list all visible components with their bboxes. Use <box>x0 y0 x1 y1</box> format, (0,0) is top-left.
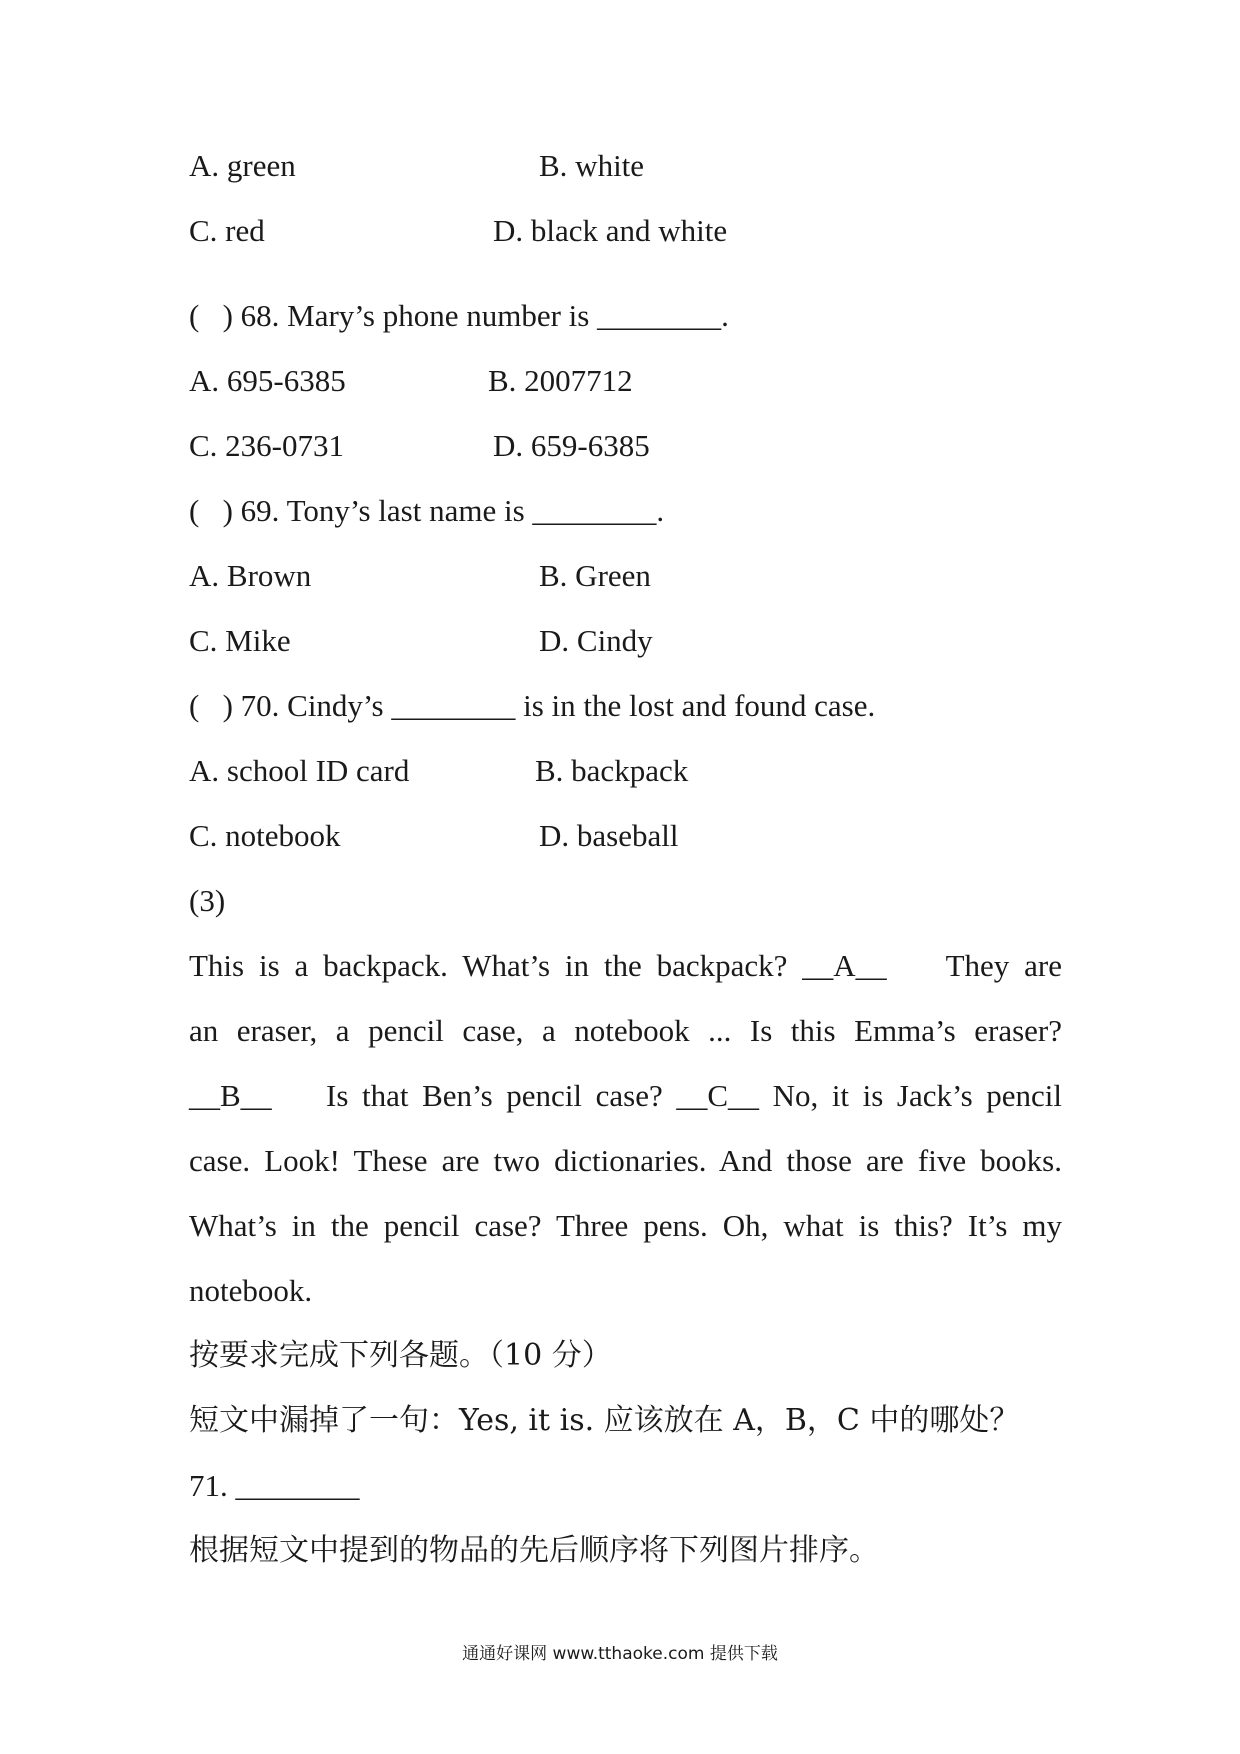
q68-option-d: D. 659-6385 <box>493 428 650 463</box>
q70-option-d: D. baseball <box>539 818 679 853</box>
passage-line-2: an eraser, a pencil case, a notebook ... Is this Emma’s eraser? <box>189 1013 1062 1048</box>
q67-option-a: A. green <box>189 148 296 183</box>
q68-option-b: B. 2007712 <box>488 363 633 398</box>
order-instruction: 根据短文中提到的物品的先后顺序将下列图片排序。 <box>189 1533 879 1568</box>
q70-stem: ( ) 70. Cindy’s ________ is in the lost and found case. <box>189 688 876 723</box>
q70-option-c: C. notebook <box>189 818 341 853</box>
q70-option-b: B. backpack <box>535 753 689 788</box>
question-71: 71. ________ <box>189 1468 360 1503</box>
q69-option-c: C. Mike <box>189 623 291 658</box>
task-instruction: 按要求完成下列各题。（10 分） <box>189 1338 612 1373</box>
q67-option-c: C. red <box>189 213 265 248</box>
passage-line-3: __B__ Is that Ben’s pencil case? __C__ No, it is Jack’s pencil <box>189 1078 1062 1113</box>
section-3-label: (3) <box>189 883 226 918</box>
passage-line-4: case. Look! These are two dictionaries. And those are five books. <box>189 1143 1062 1178</box>
q69-option-d: D. Cindy <box>539 623 653 658</box>
passage-line-1: This is a backpack. What’s in the backpack? __A__ They are <box>189 948 1062 983</box>
q69-option-a: A. Brown <box>189 558 312 593</box>
passage-line-6: notebook. <box>189 1273 313 1308</box>
missing-sentence-question: 短文中漏掉了一句：Yes, it is. 应该放在 A，B，C 中的哪处？ <box>189 1403 1020 1438</box>
q69-stem: ( ) 69. Tony’s last name is ________. <box>189 493 665 528</box>
footer-source: 通通好课网 www.tthaoke.com 提供下载 <box>462 1644 778 1664</box>
passage-line-5: What’s in the pencil case? Three pens. Oh, what is this? It’s my <box>189 1208 1062 1243</box>
q67-option-d: D. black and white <box>493 213 728 248</box>
q70-option-a: A. school ID card <box>189 753 410 788</box>
q68-stem: ( ) 68. Mary’s phone number is ________. <box>189 298 729 333</box>
q68-option-a: A. 695-6385 <box>189 363 346 398</box>
q69-option-b: B. Green <box>539 558 651 593</box>
q67-option-b: B. white <box>539 148 645 183</box>
q68-option-c: C. 236-0731 <box>189 428 344 463</box>
